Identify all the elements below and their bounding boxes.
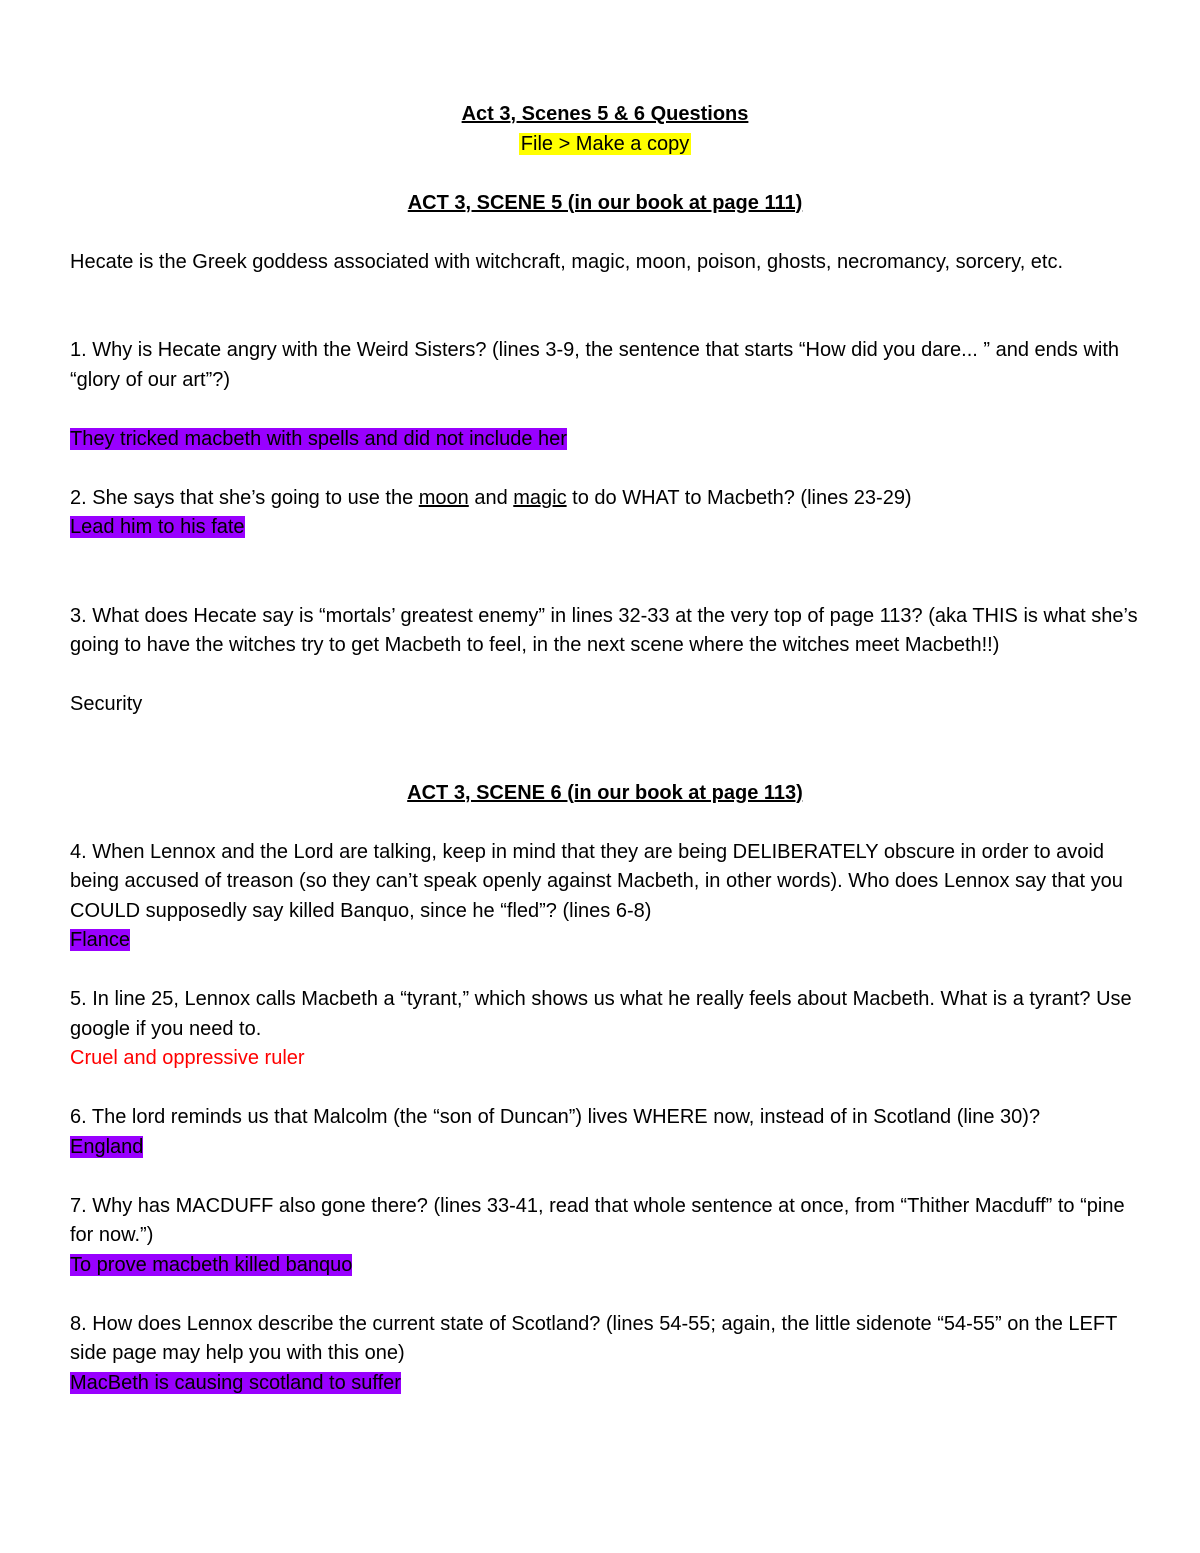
copy-note-line [70, 130, 1140, 160]
answer-6-line [70, 1133, 1140, 1163]
scene6-heading: ACT 3, SCENE 6 (in our book at page 113) [407, 781, 803, 804]
answer-8-line [70, 1369, 1140, 1399]
question-2-moon: moon [418, 486, 469, 509]
answer-5: Cruel and oppressive ruler [70, 1047, 305, 1069]
answer-1-line [70, 425, 1140, 455]
question-2-pre: 2. She says that she’s going to use the [70, 486, 419, 509]
question-1: 1. Why is Hecate angry with the Weird Sisters? (lines 3-9, the sentence that starts “How did you dare... ” and ends with “glory of our art”?) [70, 339, 1120, 391]
scene6-heading-line [70, 779, 1140, 809]
answer-1: They tricked macbeth with spells and did not include her [70, 427, 567, 450]
question-5: 5. In line 25, Lennox calls Macbeth a “tyrant,” which shows us what he really feels about Macbeth. What is a tyrant? Use google if you need to. [70, 988, 1132, 1040]
question-6: 6. The lord reminds us that Malcolm (the “son of Duncan”) lives WHERE now, instead of in Scotland (line 30)? [70, 1106, 1041, 1128]
question-7: 7. Why has MACDUFF also gone there? (lines 33-41, read that whole sentence at once, from “Thither Macduff” to “pine for now.”) [70, 1194, 1125, 1246]
answer-8: MacBeth is causing scotland to suffer [70, 1371, 401, 1394]
answer-2: Lead him to his fate [70, 516, 245, 538]
answer-7: To prove macbeth killed banquo [70, 1253, 353, 1276]
copy-note: File > Make a copy [520, 132, 690, 155]
answer-4: Flance [70, 929, 131, 951]
answer-7-line [70, 1251, 1140, 1281]
scene5-heading: ACT 3, SCENE 5 (in our book at page 111) [407, 191, 803, 214]
question-2-magic: magic [513, 486, 567, 509]
question-2-mid: and [468, 486, 514, 509]
document-page [70, 100, 1140, 1398]
answer-2-line [70, 513, 1140, 543]
question-3: 3. What does Hecate say is “mortals’ greatest enemy” in lines 32-33 at the very top of page 113? (aka THIS is what she’s going to have the witches try to get Macbeth to feel, in the next scene where the witches meet Macbeth!!) [70, 604, 1138, 656]
scene5-heading-line [70, 189, 1140, 219]
answer-6: England [70, 1135, 144, 1158]
document-title: Act 3, Scenes 5 & 6 Questions [461, 103, 749, 125]
answer-3: Security [70, 693, 143, 715]
title-line [70, 100, 1140, 130]
question-8: 8. How does Lennox describe the current state of Scotland? (lines 54-55; again, the little sidenote “54-55” on the LEFT side page may help you with this one) [70, 1312, 1117, 1364]
answer-4-line [70, 926, 1140, 956]
question-2 [70, 484, 1140, 514]
question-4: 4. When Lennox and the Lord are talking, keep in mind that they are being DELIBERATELY obscure in order to avoid being accused of treason (so they can’t speak openly against Macbeth, in other words). Who does Lennox say that you COULD supposedly say killed Banquo, since he “fled”? (lines 6-8) [70, 840, 1123, 922]
intro-text: Hecate is the Greek goddess associated with witchcraft, magic, moon, poison, ghosts, necromancy, sorcery, etc. [70, 250, 1064, 273]
question-2-post: to do WHAT to Macbeth? (lines 23-29) [566, 486, 912, 509]
